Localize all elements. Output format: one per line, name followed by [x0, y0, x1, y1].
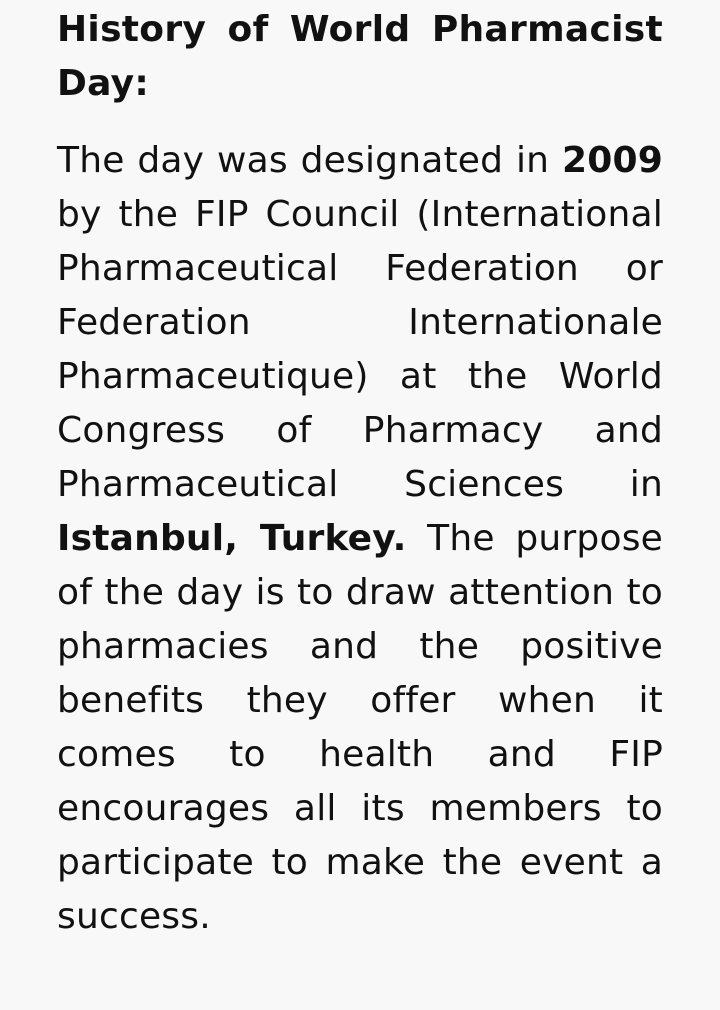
location-highlight: Istanbul, Turkey.: [57, 518, 407, 559]
year-highlight: 2009: [562, 140, 663, 181]
article-section: [57, 0, 663, 944]
paragraph-text-2: by the FIP Council (International Pharmaceutical Federation or Federation Internationale Pharmaceutique) at the World Congress of Pharmacy and Pharmaceutical Sciences in: [57, 194, 663, 505]
paragraph-text-3: The purpose of the day is to draw attention to pharmacies and the positive benefits they offer when it comes to health and FIP encourages all its members to participate to make the event a success.: [57, 518, 663, 937]
paragraph-text-1: The day was designated in: [57, 140, 562, 181]
section-heading: History of World Pharmacist Day:: [57, 9, 663, 104]
history-paragraph: [57, 134, 663, 944]
